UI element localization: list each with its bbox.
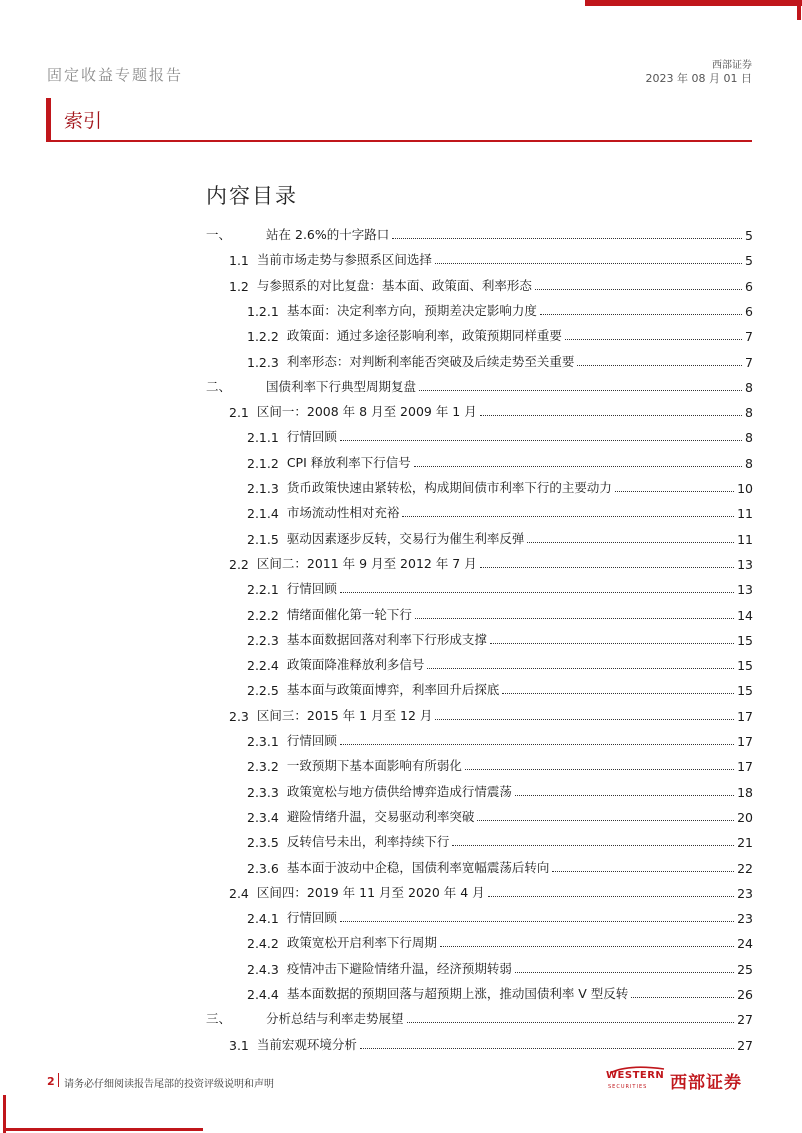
- toc-entry-title: CPI 释放利率下行信号: [286, 454, 411, 470]
- toc-entry-page: 20: [737, 809, 753, 825]
- toc-entry-title: 避险情绪升温，交易驱动利率突破: [286, 808, 475, 824]
- toc-leader-dots: [477, 819, 734, 821]
- report-type: 固定收益专题报告: [47, 66, 184, 84]
- toc-entry-page: 8: [745, 379, 753, 395]
- toc-entry-title: 情绪面催化第一轮下行: [286, 606, 412, 622]
- toc-entry-page: 18: [737, 784, 753, 800]
- section-title: 索引: [64, 110, 103, 132]
- toc-leader-dots: [440, 945, 734, 947]
- toc-leader-dots: [480, 566, 734, 568]
- toc-entry-page: 14: [737, 607, 753, 623]
- toc-entry-page: 25: [737, 961, 753, 977]
- top-accent-bar: [585, 0, 802, 6]
- toc-entry-title: 国债利率下行典型周期复盘: [266, 378, 417, 394]
- toc-entry[interactable]: [229, 396, 753, 420]
- report-date: 2023 年 08 月 01 日: [645, 72, 752, 85]
- toc-entry-number: 2.1: [229, 405, 249, 421]
- toc-entry-number: 2.2: [229, 556, 249, 572]
- toc-heading: 内容目录: [206, 184, 298, 208]
- toc-entry-page: 8: [745, 405, 753, 421]
- toc-entry-page: 15: [737, 632, 753, 648]
- toc-entry-title: 利率形态：对判断利率能否突破及后续走势至关重要: [286, 353, 575, 369]
- toc-entry[interactable]: [247, 523, 753, 547]
- toc-entry-title: 货币政策快速由紧转松，构成期间债市利率下行的主要动力: [286, 480, 612, 495]
- toc-entry-page: 11: [737, 531, 753, 547]
- toc-entry[interactable]: [247, 320, 753, 344]
- toc-entry-number: 1.1: [229, 253, 249, 269]
- toc-leader-dots: [535, 288, 742, 290]
- toc-entry[interactable]: [247, 649, 753, 673]
- toc-entry-page: 5: [745, 253, 753, 269]
- logo-subtext: SECURITIES: [608, 1084, 648, 1090]
- toc-entry-number: 2.2.3: [247, 632, 279, 648]
- footer-notice: 请务必仔细阅读报告尾部的投资评级说明和声明: [64, 1079, 274, 1090]
- toc-entry-page: 10: [737, 481, 753, 496]
- toc-leader-dots: [565, 338, 742, 340]
- toc-entry-page: 7: [745, 329, 753, 345]
- toc-entry-number: 一、: [206, 227, 232, 242]
- toc-entry-number: 2.4.2: [247, 936, 279, 952]
- toc-entry-title: 基本面：决定利率方向，预期差决定影响力度: [286, 302, 537, 318]
- toc-entry[interactable]: [247, 447, 753, 471]
- toc-entry[interactable]: [247, 852, 753, 876]
- toc-leader-dots: [515, 971, 734, 973]
- toc-entry-title: 区间二：2011 年 9 月至 2012 年 7 月: [256, 555, 477, 571]
- toc-entry-title: 一致预期下基本面影响有所弱化: [286, 758, 462, 774]
- toc-entry-number: 1.2.2: [247, 329, 279, 345]
- toc-entry[interactable]: [247, 725, 753, 749]
- toc-leader-dots: [340, 591, 734, 593]
- toc-entry[interactable]: [247, 624, 753, 648]
- toc-entry[interactable]: [247, 978, 753, 1002]
- toc-entry-page: 8: [745, 430, 753, 446]
- toc-leader-dots: [419, 389, 742, 391]
- toc-entry-title: 行情回顾: [286, 581, 337, 597]
- toc-entry-page: 15: [737, 658, 753, 674]
- toc-entry-title: 政策面降准释放利多信号: [286, 657, 425, 673]
- toc-entry-number: 2.2.5: [247, 683, 279, 699]
- toc-entry-page: 17: [737, 708, 753, 724]
- toc-entry-page: 26: [737, 987, 753, 1002]
- toc-leader-dots: [480, 414, 742, 416]
- toc-entry-title: 区间三：2015 年 1 月至 12 月: [256, 707, 433, 723]
- toc-entry[interactable]: [247, 826, 753, 850]
- toc-entry[interactable]: [247, 573, 753, 597]
- toc-entry-number: 2.3.3: [247, 784, 279, 800]
- toc-entry-title: 行情回顾: [286, 910, 337, 926]
- toc-entry-page: 17: [737, 734, 753, 749]
- toc-entry-number: 2.3.5: [247, 835, 279, 851]
- toc-entry[interactable]: [247, 599, 753, 623]
- toc-entry-title: 政策宽松开启利率下行周期: [286, 935, 437, 951]
- toc-entry-title: 驱动因素逐步反转，交易行为催生利率反弹: [286, 530, 525, 546]
- toc-entry-title: 当前宏观环境分析: [256, 1036, 357, 1052]
- toc-entry-title: 站在 2.6%的十字路口: [266, 227, 390, 242]
- toc-entry-number: 2.3: [229, 708, 249, 724]
- toc-entry-title: 行情回顾: [286, 429, 337, 445]
- section-header: [46, 98, 752, 142]
- toc-entry[interactable]: [229, 548, 753, 572]
- toc-entry-number: 2.4.3: [247, 961, 279, 977]
- toc-entry[interactable]: [206, 1003, 753, 1027]
- toc-entry[interactable]: [229, 1029, 753, 1053]
- toc-entry-number: 2.1.4: [247, 506, 279, 522]
- toc-entry-page: 27: [737, 1037, 753, 1053]
- toc-leader-dots: [490, 642, 734, 644]
- logo-chinese: 西部证券: [670, 1073, 742, 1093]
- toc-entry-page: 6: [745, 278, 753, 294]
- toc-leader-dots: [502, 692, 734, 694]
- toc-entry-number: 2.1.5: [247, 531, 279, 547]
- toc-entry-page: 24: [737, 936, 753, 952]
- toc-entry-title: 基本面数据回落对利率下行形成支撑: [286, 631, 487, 647]
- toc-entry[interactable]: [229, 244, 753, 268]
- toc-entry-number: 2.3.6: [247, 860, 279, 876]
- toc-entry[interactable]: [206, 219, 753, 243]
- toc-leader-dots: [577, 364, 742, 366]
- toc-entry[interactable]: [247, 776, 753, 800]
- toc-leader-dots: [452, 844, 734, 846]
- toc-entry[interactable]: [247, 472, 753, 496]
- toc-entry-number: 2.3.2: [247, 759, 279, 775]
- toc-entry-number: 2.1.2: [247, 455, 279, 471]
- toc-leader-dots: [615, 490, 734, 492]
- toc-entry-title: 基本面于波动中企稳，国债利率宽幅震荡后转向: [286, 859, 550, 875]
- toc-entry[interactable]: [247, 346, 753, 370]
- toc-leader-dots: [392, 237, 742, 239]
- toc-leader-dots: [402, 515, 734, 517]
- toc-entry-page: 7: [745, 354, 753, 370]
- toc-entry-number: 1.2.3: [247, 354, 279, 370]
- toc-entry-number: 2.1.1: [247, 430, 279, 446]
- toc-leader-dots: [340, 743, 734, 745]
- toc-entry-page: 21: [737, 835, 753, 851]
- toc-entry-page: 11: [737, 506, 753, 522]
- toc-leader-dots: [427, 667, 734, 669]
- toc-entry[interactable]: [247, 421, 753, 445]
- toc-leader-dots: [340, 439, 742, 441]
- toc-entry-title: 基本面与政策面博弈，利率回升后探底: [286, 682, 500, 698]
- toc-entry[interactable]: [247, 295, 753, 319]
- toc-leader-dots: [465, 768, 734, 770]
- toc-leader-dots: [488, 895, 734, 897]
- toc-entry-title: 政策宽松与地方债供给博弈造成行情震荡: [286, 783, 512, 799]
- toc-entry-number: 1.2: [229, 278, 249, 294]
- toc-leader-dots: [631, 996, 734, 998]
- toc-entry-title: 当前市场走势与参照系区间选择: [256, 252, 432, 268]
- toc-entry-page: 5: [745, 228, 753, 243]
- toc-entry-number: 2.4.1: [247, 911, 279, 927]
- footer-separator: [58, 1073, 59, 1087]
- toc-leader-dots: [527, 541, 734, 543]
- toc-leader-dots: [407, 1021, 735, 1023]
- toc-entry-number: 三、: [206, 1011, 232, 1027]
- toc-entry-title: 区间一：2008 年 8 月至 2009 年 1 月: [256, 404, 477, 420]
- company-logo: [606, 1066, 754, 1096]
- toc-entry-number: 2.3.4: [247, 809, 279, 825]
- toc-entry[interactable]: [229, 877, 753, 901]
- toc-leader-dots: [540, 313, 742, 315]
- toc-entry-title: 区间四：2019 年 11 月至 2020 年 4 月: [256, 884, 485, 900]
- toc-entry-number: 2.4: [229, 885, 249, 901]
- toc-entry-title: 政策面：通过多途径影响利率，政策预期同样重要: [286, 328, 562, 344]
- toc-entry[interactable]: [247, 953, 753, 977]
- toc-entry-title: 疫情冲击下避险情绪升温，经济预期转弱: [286, 960, 512, 976]
- toc-leader-dots: [360, 1047, 734, 1049]
- header-company: 西部证券: [712, 60, 752, 71]
- toc-entry-title: 与参照系的对比复盘：基本面、政策面、利率形态: [256, 277, 532, 293]
- toc-entry-page: 23: [737, 885, 753, 901]
- toc-entry-page: 23: [737, 911, 753, 927]
- toc-entry-page: 13: [737, 556, 753, 572]
- top-accent-bar-vertical: [797, 0, 801, 20]
- toc-entry-title: 基本面数据的预期回落与超预期上涨，推动国债利率 V 型反转: [286, 986, 629, 1001]
- toc-leader-dots: [552, 870, 734, 872]
- toc-entry-number: 2.2.4: [247, 658, 279, 674]
- toc-leader-dots: [435, 718, 734, 720]
- toc-entry-page: 27: [737, 1012, 753, 1028]
- toc-leader-dots: [414, 465, 742, 467]
- toc-entry[interactable]: [247, 750, 753, 774]
- toc-entry-title: 市场流动性相对充裕: [286, 505, 400, 521]
- toc-entry-number: 3.1: [229, 1037, 249, 1053]
- toc-entry-number: 2.4.4: [247, 987, 279, 1002]
- toc-entry-number: 二、: [206, 378, 232, 394]
- page-number: 2: [47, 1075, 55, 1088]
- toc-entry-number: 2.2.2: [247, 607, 279, 623]
- toc-leader-dots: [415, 617, 734, 619]
- toc-leader-dots: [515, 794, 734, 796]
- toc-entry-page: 13: [737, 582, 753, 598]
- toc-entry-number: 1.2.1: [247, 303, 279, 319]
- toc-entry-page: 15: [737, 683, 753, 699]
- toc-entry-page: 8: [745, 455, 753, 471]
- toc-entry-page: 6: [745, 303, 753, 319]
- toc-entry-number: 2.3.1: [247, 734, 279, 749]
- toc-entry-title: 分析总结与利率走势展望: [266, 1011, 404, 1027]
- toc-entry[interactable]: [229, 700, 753, 724]
- toc-entry-number: 2.2.1: [247, 582, 279, 598]
- toc-entry[interactable]: [229, 270, 753, 294]
- toc-leader-dots: [435, 262, 742, 264]
- toc-entry-number: 2.1.3: [247, 481, 279, 496]
- toc-entry[interactable]: [247, 801, 753, 825]
- section-marker: [46, 98, 51, 140]
- toc-entry-page: 17: [737, 759, 753, 775]
- footer-accent-horizontal: [3, 1128, 203, 1131]
- toc-entry[interactable]: [247, 902, 753, 926]
- toc-entry[interactable]: [247, 674, 753, 698]
- toc-entry-page: 22: [737, 860, 753, 876]
- toc-entry-title: 反转信号未出，利率持续下行: [286, 834, 450, 850]
- logo-english: WESTERN: [606, 1070, 665, 1081]
- toc-entry[interactable]: [247, 497, 753, 521]
- toc-entry-title: 行情回顾: [286, 733, 337, 748]
- toc-entry[interactable]: [247, 927, 753, 951]
- toc-leader-dots: [340, 920, 734, 922]
- toc-entry[interactable]: [206, 371, 753, 395]
